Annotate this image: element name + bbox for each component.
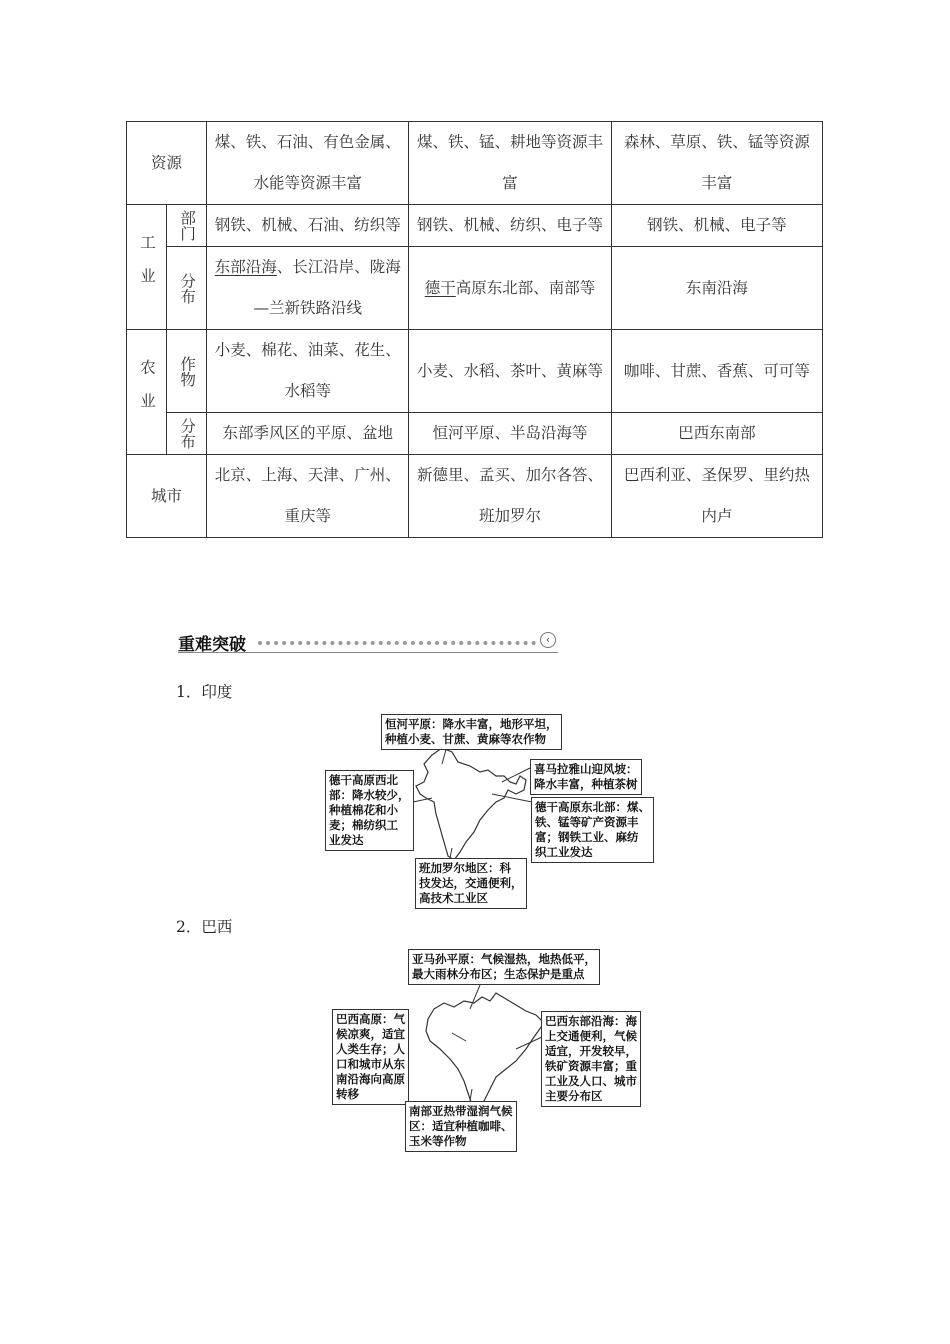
callout-deccan-northeast: 德干高原东北部：煤、 铁、锰等矿产资源丰 富；钢铁工业、麻纺 织工业发达 — [531, 797, 654, 863]
table-cell: 巴西东南部 — [611, 413, 822, 455]
row-header-industry: 工业 — [127, 205, 167, 330]
table-cell: 钢铁、机械、纺织、电子等 — [409, 205, 611, 247]
divider — [178, 652, 558, 653]
table-row — [127, 122, 823, 205]
callout-bangalore: 班加罗尔地区：科 技发达，交通便利， 高技术工业区 — [415, 858, 527, 909]
table-cell: 钢铁、机械、电子等 — [611, 205, 822, 247]
row-header-resources: 资源 — [127, 122, 207, 205]
section-header — [178, 630, 558, 656]
callout-himalaya: 喜马拉雅山迎风坡： 降水丰富，种植茶树 — [530, 759, 642, 795]
table-cell: 新德里、孟买、加尔各答、班加罗尔 — [409, 455, 611, 538]
india-title: 1．印度 — [176, 683, 233, 701]
table-cell: 煤、铁、石油、有色金属、水能等资源丰富 — [207, 122, 409, 205]
chevron-left-icon: ‹ — [540, 632, 556, 648]
section-title: 重难突破 — [178, 635, 246, 655]
table-row — [127, 413, 823, 455]
callout-amazon: 亚马孙平原：气候湿热，地热低平， 最大雨林分布区；生态保护是重点 — [408, 949, 600, 985]
comparison-table — [126, 121, 823, 538]
callout-south-subtropical: 南部亚热带湿润气候 区：适宜种植咖啡、 玉米等作物 — [405, 1101, 517, 1152]
sub-header-distribution: 分布 — [167, 247, 207, 330]
brazil-title: 2．巴西 — [176, 918, 233, 936]
table-cell: 森林、草原、铁、锰等资源丰富 — [611, 122, 822, 205]
table-cell: 巴西利亚、圣保罗、里约热内卢 — [611, 455, 822, 538]
table-cell: 东部季风区的平原、盆地 — [207, 413, 409, 455]
table-cell: 煤、铁、锰、耕地等资源丰富 — [409, 122, 611, 205]
table-cell: 东南沿海 — [611, 247, 822, 330]
table-cell — [207, 247, 409, 330]
row-header-agriculture: 农业 — [127, 330, 167, 455]
table-row — [127, 247, 823, 330]
sub-header-crops: 作物 — [167, 330, 207, 413]
underlined-text: 德干 — [424, 278, 456, 297]
sub-header-distribution: 分布 — [167, 413, 207, 455]
underlined-text: 东部沿海 — [214, 258, 277, 276]
table-row — [127, 330, 823, 413]
callout-brazil-highland: 巴西高原：气 候凉爽，适宜 人类生存；人 口和城市从东 南沿海向高原 转移 — [332, 1009, 409, 1105]
table-cell: 钢铁、机械、石油、纺织等 — [207, 205, 409, 247]
callout-ganges: 恒河平原：降水丰富，地形平坦， 种植小麦、甘蔗、黄麻等农作物 — [381, 714, 562, 750]
callout-deccan-northwest: 德干高原西北 部：降水较少， 种植棉花和小 麦；棉纺织工 业发达 — [325, 770, 414, 851]
callout-east-coast: 巴西东部沿海：海 上交通便利，气候 适宜，开发较早， 铁矿资源丰富；重 工业及人口、城市 主要分布区 — [541, 1011, 641, 1107]
cell-text: 高原东北部、南部等 — [455, 278, 596, 297]
dotted-divider — [258, 641, 536, 645]
table-cell: 小麦、水稻、茶叶、黄麻等 — [409, 330, 611, 413]
table-cell: 小麦、棉花、油菜、花生、水稻等 — [207, 330, 409, 413]
cell-text: 、长江沿岸、陇海—兰新铁路沿线 — [253, 258, 401, 317]
table-cell: 北京、上海、天津、广州、重庆等 — [207, 455, 409, 538]
table-cell: 恒河平原、半岛沿海等 — [409, 413, 611, 455]
sub-header-sector: 部门 — [167, 205, 207, 247]
table-cell — [409, 247, 611, 330]
row-header-cities: 城市 — [127, 455, 207, 538]
table-row — [127, 455, 823, 538]
table-cell: 咖啡、甘蔗、香蕉、可可等 — [611, 330, 822, 413]
table-row — [127, 205, 823, 247]
